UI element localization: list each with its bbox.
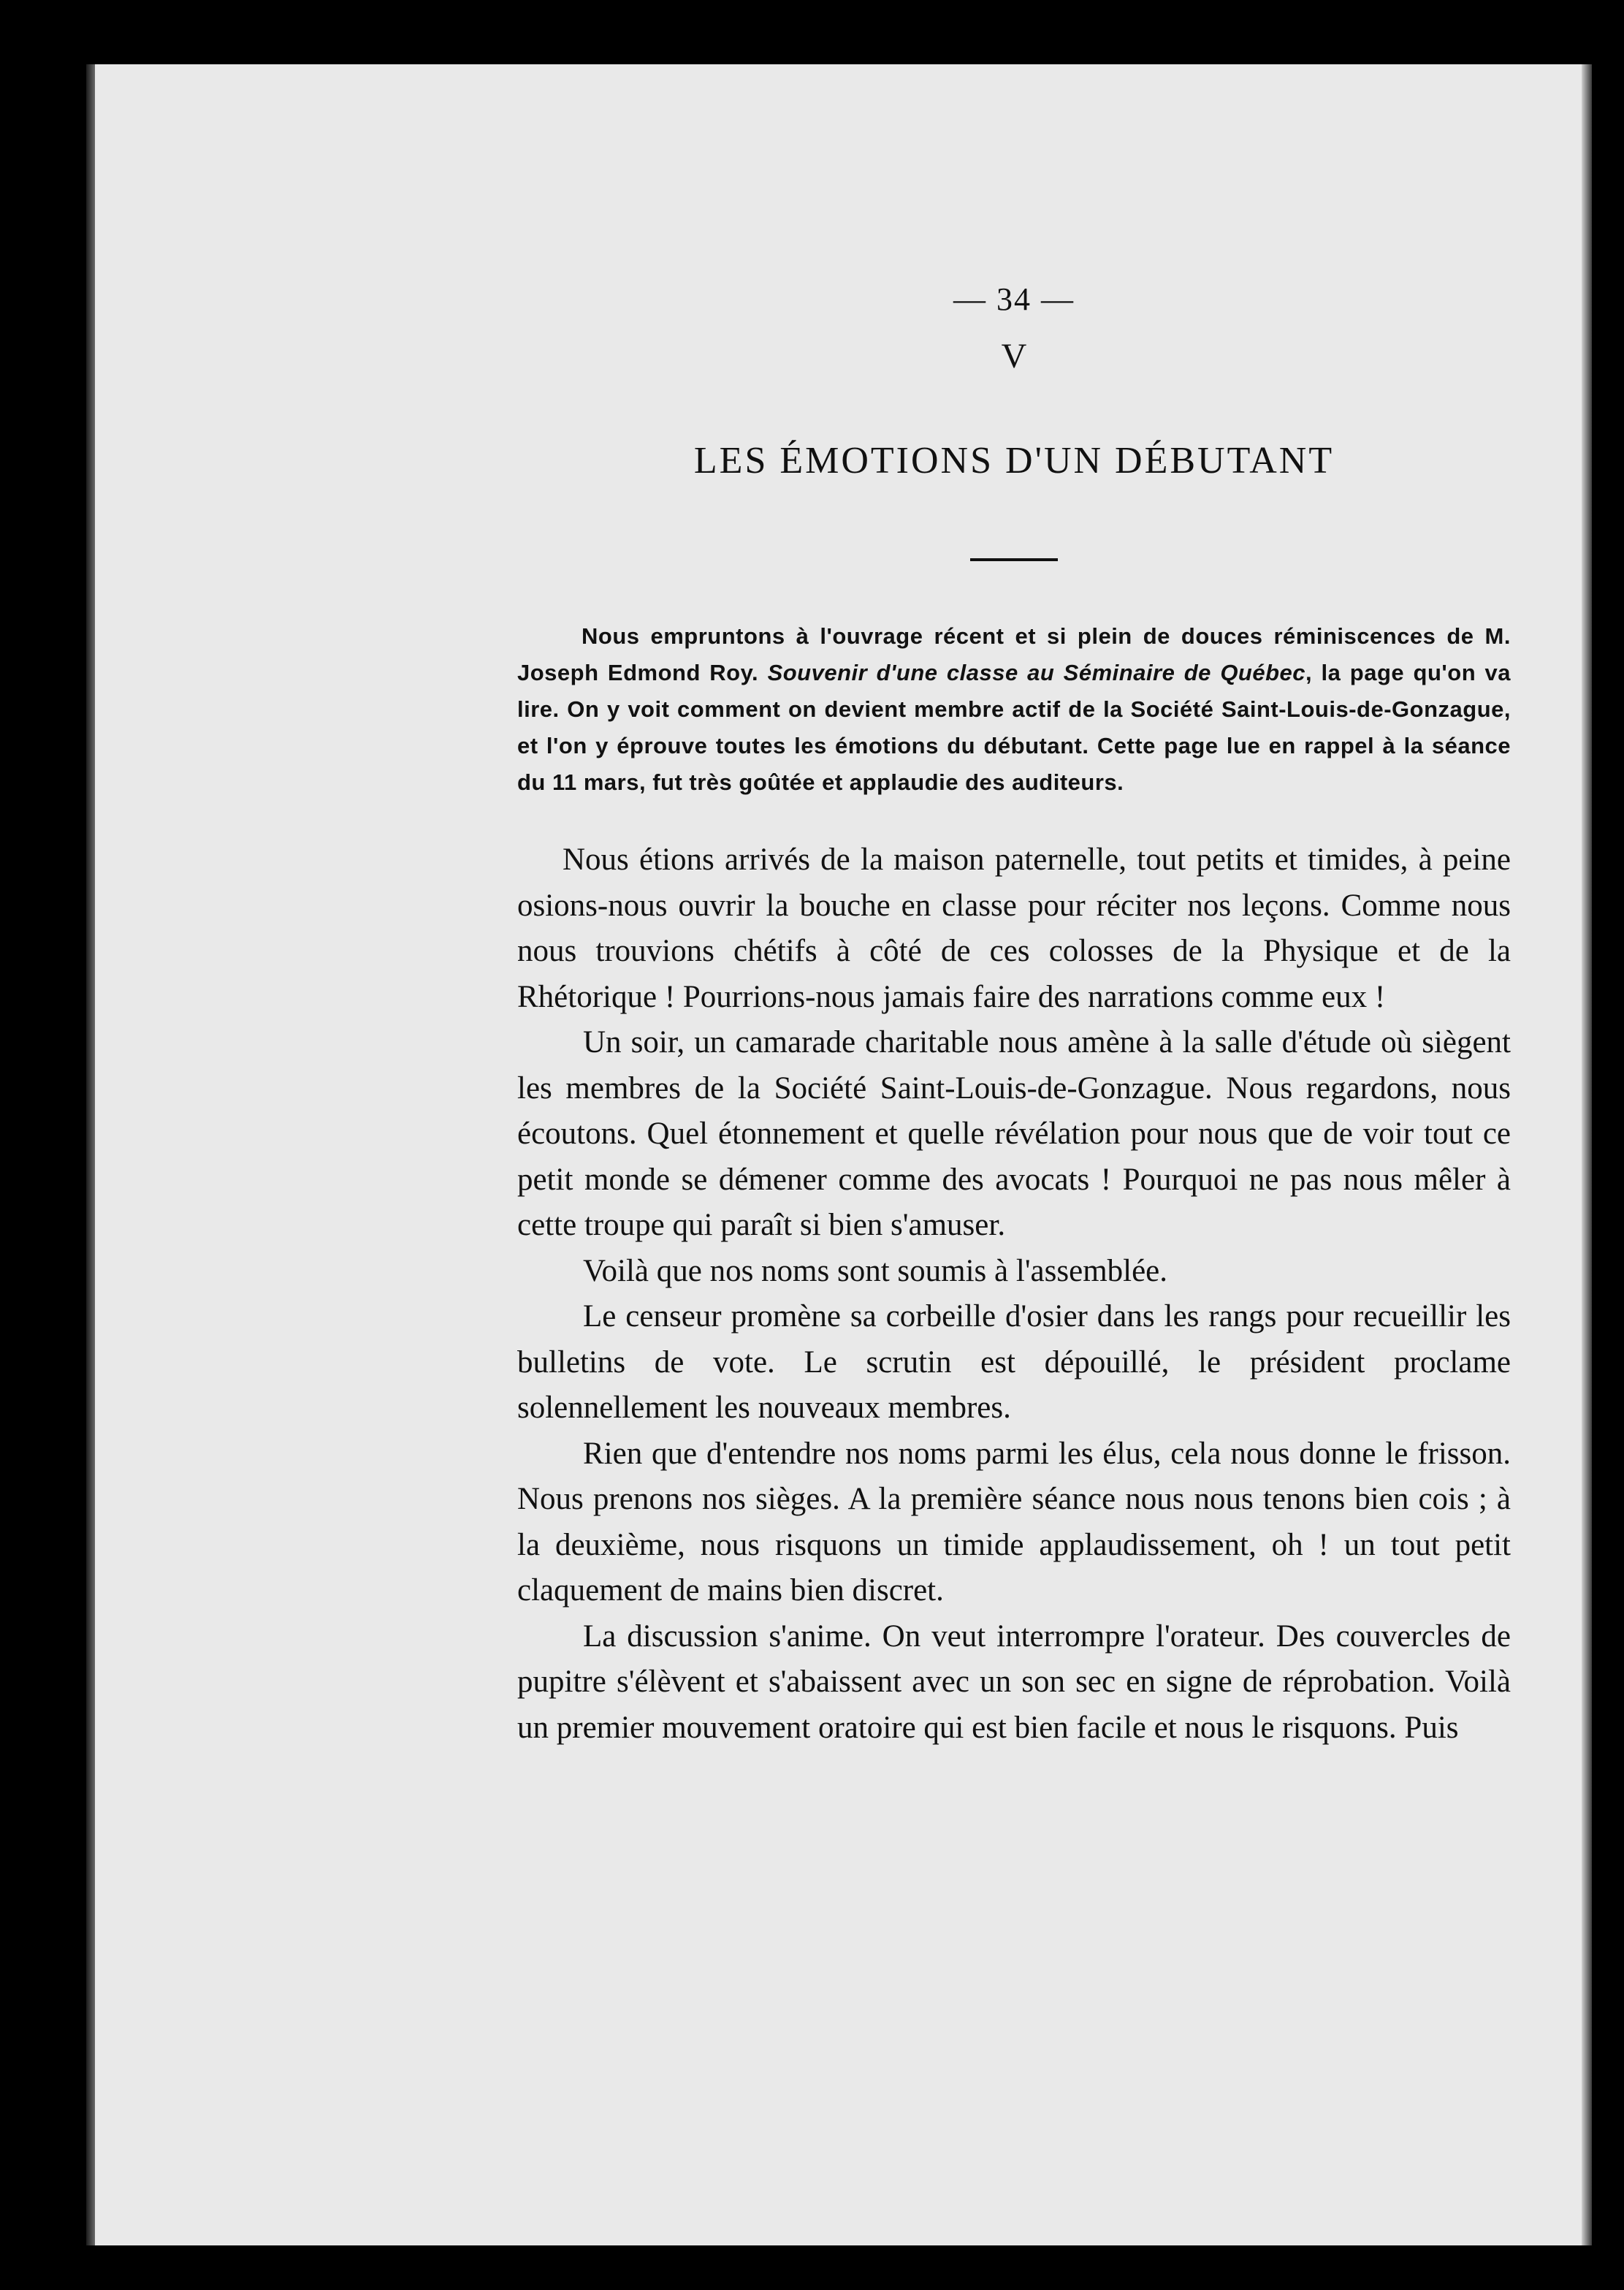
chapter-number: V (1001, 337, 1027, 376)
intro-note (517, 618, 1511, 801)
paragraph: Rien que d'entendre nos noms parmi les élus, cela nous donne le frisson. Nous prenons nos sièges. A la première séance nous nous tenons bien cois ; à la deuxième, nous risquons un timide applaudissement, oh ! un tout petit claquement de mains bien discret. (517, 1436, 1511, 1608)
intro-text-2: , la page qu'on va lire. On y voit comment on devient membre actif de la Société Saint-Louis-de-Gonzague, et l'on y éprouve toutes les émotions du débutant. Cette page lue en rappel à la séance du 11 mars, fut très goûtée et applaudie des auditeurs. (517, 660, 1511, 795)
page-number: — 34 — (953, 281, 1075, 317)
body-text (517, 837, 1511, 1751)
page-edge-left (86, 64, 95, 2245)
paragraph: La discussion s'anime. On veut interrompre l'orateur. Des couvercles de pupitre s'élèvent et s'abaissent avec un son sec en signe de réprobation. Voilà un premier mouvement oratoire qui est bien facile et nous le risquons. Puis (517, 1618, 1511, 1745)
chapter-title: LES ÉMOTIONS D'UN DÉBUTANT (693, 440, 1335, 482)
intro-text-1: Nous empruntons à l'ouvrage récent et si plein de douces réminiscences de M. Joseph Edmond Roy. (517, 623, 1511, 685)
title-rule (970, 558, 1058, 561)
intro-book-title: Souvenir d'une classe au Séminaire de Québec (767, 660, 1306, 685)
paragraph: Le censeur promène sa corbeille d'osier dans les rangs pour recueillir les bulletins de vote. Le scrutin est dépouillé, le président proclame solennellement les nouveaux membres. (517, 1299, 1511, 1425)
page-edge-right (1582, 64, 1592, 2245)
page-content (517, 278, 1511, 1751)
paragraph: Un soir, un camarade charitable nous amène à la salle d'étude où siègent les membres de la Société Saint-Louis-de-Gonzague. Nous regardons, nous écoutons. Quel étonnement et quelle révélation pour nous que de voir tout ce petit monde se démener comme des avocats ! Pourquoi ne pas nous mêler à cette troupe qui paraît si bien s'amuser. (517, 1025, 1511, 1242)
paragraph: Nous étions arrivés de la maison paternelle, tout petits et timides, à peine osions-nous ouvrir la bouche en classe pour réciter nos leçons. Comme nous nous trouvions chétifs à côté de ces colosses de la Physique et de la Rhétorique ! Pourrions-nous jamais faire des narrations comme eux ! (517, 842, 1511, 1014)
paragraph: Voilà que nos noms sont soumis à l'assemblée. (583, 1253, 1168, 1288)
